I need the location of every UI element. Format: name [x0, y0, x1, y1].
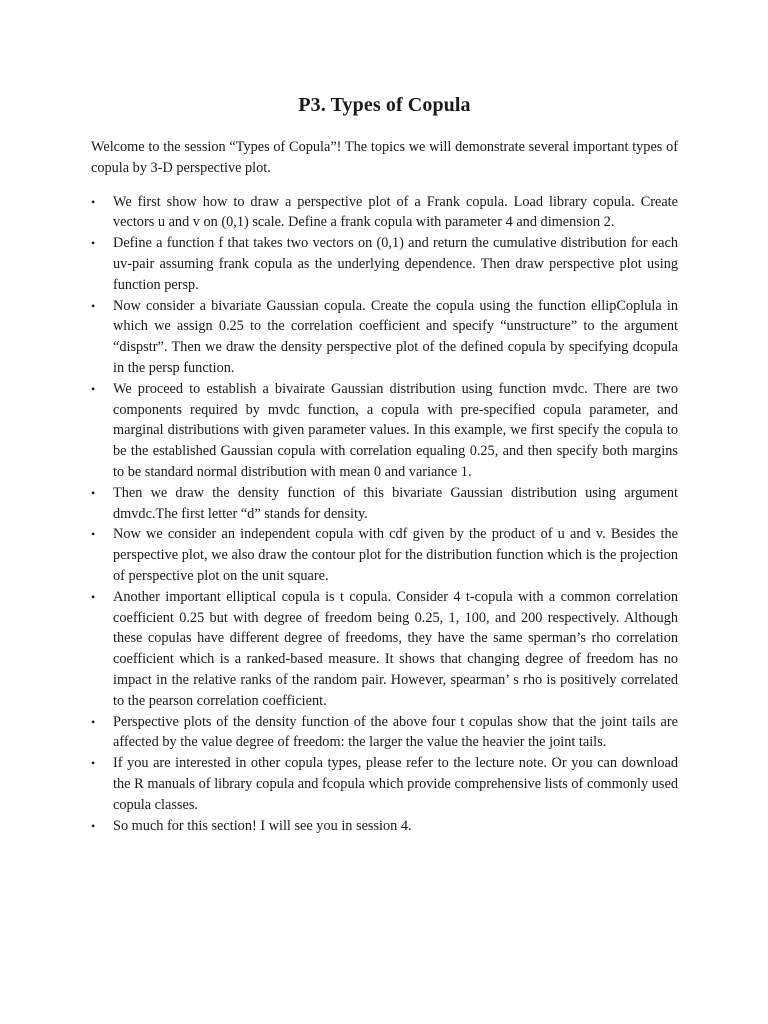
bullet-icon: • — [91, 756, 96, 771]
bullet-icon: • — [91, 485, 96, 500]
list-item — [91, 233, 678, 295]
list-item — [91, 753, 678, 815]
bullet-icon: • — [91, 194, 96, 209]
list-item — [91, 712, 678, 754]
document-page — [91, 92, 678, 836]
bullet-icon: • — [91, 818, 96, 833]
bullet-icon: • — [91, 298, 96, 313]
list-item-text: Perspective plots of the density function of the above four t copulas show that the joint tails are affected by the value degree of freedom: the larger the value the heavier the joint tails. — [113, 713, 678, 751]
list-item-text: So much for this section! I will see you in session 4. — [113, 817, 412, 834]
list-item-text: Define a function f that takes two vectors on (0,1) and return the cumulative distribution for each uv-pair assuming frank copula as the underlying dependence. Then draw perspective plot using function persp. — [113, 235, 678, 293]
list-item-text: We proceed to establish a bivairate Gaussian distribution using function mvdc. There are two components required by mvdc function, a copula with pre-specified copula parameter, and marginal distributions with given parameter values. In this example, we first specify the copula to be the established Gaussian copula with correlation equaling 0.25, and then specify both margins to be standard normal distribution with mean 0 and variance 1. — [113, 380, 678, 480]
list-item-text: Then we draw the density function of this bivariate Gaussian distribution using argument dmvdc.The first letter “d” stands for density. — [113, 484, 678, 522]
document-title: P3. Types of Copula — [298, 94, 471, 116]
list-item — [91, 296, 678, 379]
list-item-text: Another important elliptical copula is t copula. Consider 4 t-copula with a common correlation coefficient 0.25 but with degree of freedom being 0.25, 1, 100, and 200 respectively. Although these copulas have different degree of freedoms, they have the same sperman’s rho correlation coefficient which is a ranked-based measure. It shows that changing degree of freedom has no impact in the relative ranks of the random pair. However, spearman’ s rho is positively correlated to the pearson correlation coefficient. — [113, 588, 678, 709]
list-item-text: If you are interested in other copula types, please refer to the lecture note. Or you can download the R manuals of library copula and fcopula which provide comprehensive lists of commonly used copula classes. — [113, 755, 678, 813]
list-item-text: We first show how to draw a perspective plot of a Frank copula. Load library copula. Create vectors u and v on (0,1) scale. Define a frank copula with parameter 4 and dimension 2. — [113, 193, 678, 231]
bullet-icon: • — [91, 527, 96, 542]
list-item — [91, 587, 678, 712]
bullet-icon: • — [91, 714, 96, 729]
topic-list — [91, 192, 678, 837]
bullet-icon: • — [91, 236, 96, 251]
list-item-text: Now we consider an independent copula with cdf given by the product of u and v. Besides the perspective plot, we also draw the contour plot for the distribution function which is the projection of perspective plot on the unit square. — [113, 526, 678, 584]
list-item — [91, 483, 678, 525]
intro-paragraph: Welcome to the session “Types of Copula”! The topics we will demonstrate several important types of copula by 3-D perspective plot. — [91, 139, 678, 176]
list-item — [91, 379, 678, 483]
list-item-text: Now consider a bivariate Gaussian copula. Create the copula using the function ellipCoplula in which we assign 0.25 to the correlation coefficient and specify “unstructure” to the argument “dispstr”. Then we draw the density perspective plot of the defined copula by specifying dcopula in the persp function. — [113, 297, 678, 376]
bullet-icon: • — [91, 381, 96, 396]
bullet-icon: • — [91, 589, 96, 604]
list-item — [91, 524, 678, 586]
list-item — [91, 192, 678, 234]
list-item — [91, 816, 678, 837]
